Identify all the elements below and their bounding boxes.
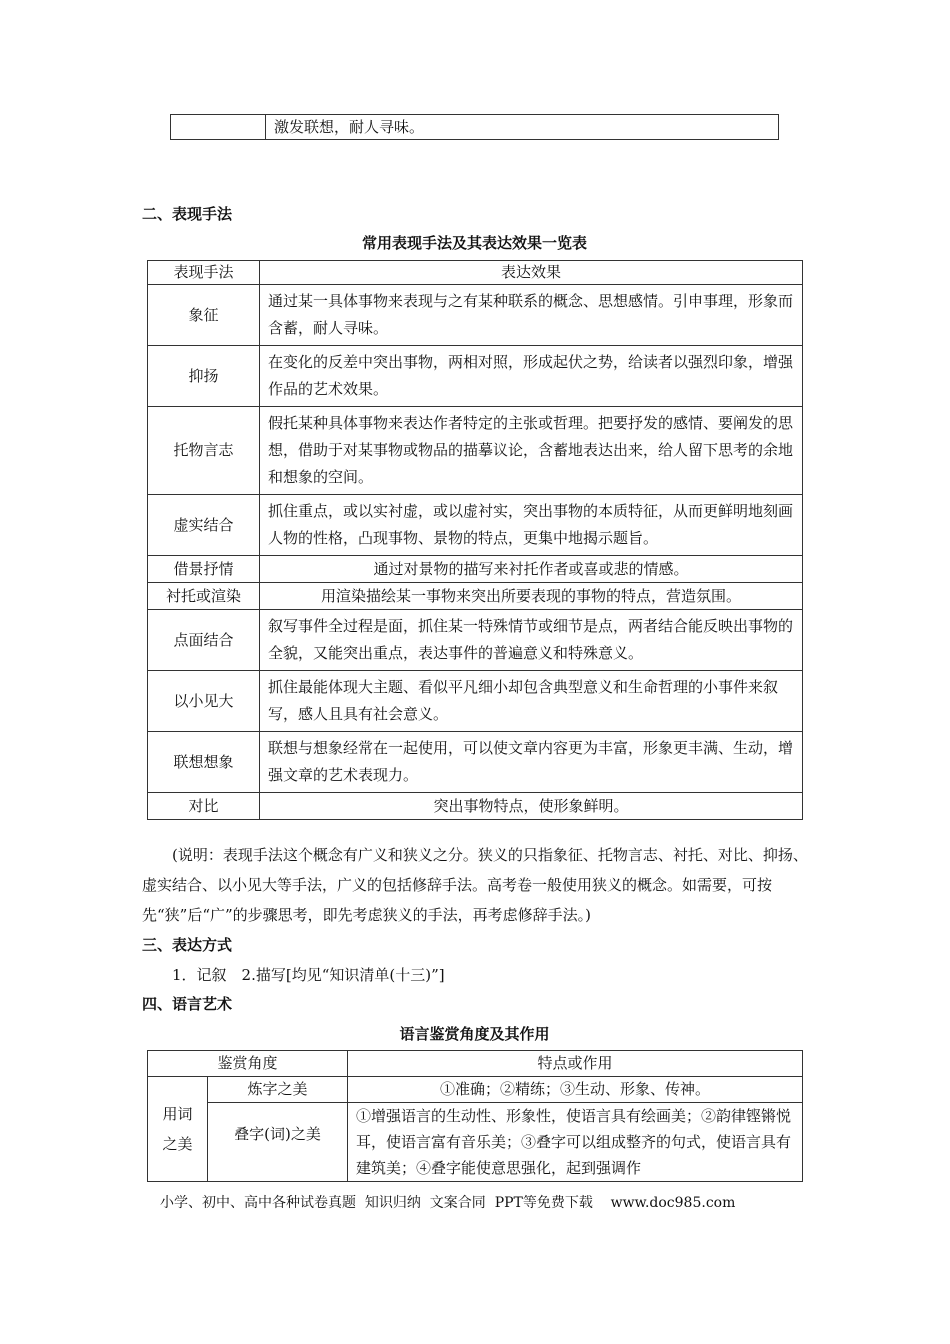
table-row: [148, 732, 803, 793]
aspect-cell: 炼字之美: [208, 1077, 348, 1103]
table-title-techniques: 常用表现手法及其表达效果一览表: [361, 234, 587, 252]
section-heading-2: 二、表现手法: [142, 205, 233, 223]
column-header: 特点或作用: [348, 1051, 803, 1077]
effect-cell: 通过某一具体事物来表现与之有某种联系的概念、思想感情。引申事理，形象而含蓄，耐人寻味。: [260, 285, 803, 346]
language-table: [147, 1050, 803, 1182]
effect-cell: ①增强语言的生动性、形象性，使语言具有绘画美；②韵律铿锵悦耳，使语言富有音乐美；③叠字可以组成整齐的句式，使语言具有建筑美；④叠字能使意思强化，起到强调作: [348, 1103, 803, 1182]
table-row: [171, 115, 779, 140]
top-table: [170, 114, 779, 140]
table-row: [148, 556, 803, 583]
expression-modes-line: 1．记叙 2.描写[均见“知识清单(十三)”]: [172, 966, 445, 984]
group-label: 用词之美: [162, 1105, 193, 1153]
group-cell: [148, 1077, 208, 1182]
table-cell: [171, 115, 266, 140]
effect-cell: 突出事物特点，使形象鲜明。: [260, 793, 803, 820]
effect-cell: 用渲染描绘某一事物来突出所要表现的事物的特点，营造氛围。: [260, 583, 803, 610]
table-row: [148, 793, 803, 820]
explanation-note: (说明：表现手法这个概念有广义和狭义之分。狭义的只指象征、托物言志、衬托、对比、抑扬、虚实结合、以小见大等手法，广义的包括修辞手法。高考卷一般使用狭义的概念。如需要，可按先“狭”后“广”的步骤思考，即先考虑狭义的手法，再考虑修辞手法。): [142, 846, 808, 924]
table-header-row: [148, 261, 803, 285]
technique-cell: 托物言志: [148, 407, 260, 495]
technique-cell: 衬托或渲染: [148, 583, 260, 610]
table-row: [148, 1077, 803, 1103]
technique-cell: 抑扬: [148, 346, 260, 407]
technique-cell: 点面结合: [148, 610, 260, 671]
technique-cell: 以小见大: [148, 671, 260, 732]
table-row: [148, 671, 803, 732]
aspect-cell: 叠字(词)之美: [208, 1103, 348, 1182]
effect-cell: ①准确；②精练；③生动、形象、传神。: [348, 1077, 803, 1103]
technique-cell: 象征: [148, 285, 260, 346]
table-row: [148, 407, 803, 495]
effect-cell: 通过对景物的描写来衬托作者或喜或悲的情感。: [260, 556, 803, 583]
table-row: [148, 583, 803, 610]
page-footer: 小学、初中、高中各种试卷真题 知识归纳 文案合同 PPT等免费下载 www.doc985.com: [160, 1195, 736, 1211]
technique-cell: 借景抒情: [148, 556, 260, 583]
column-header: 鉴赏角度: [148, 1051, 348, 1077]
table-row: [148, 346, 803, 407]
technique-cell: 虚实结合: [148, 495, 260, 556]
section-heading-3: 三、表达方式: [142, 936, 233, 954]
effect-cell: 叙写事件全过程是面，抓住某一特殊情节或细节是点，两者结合能反映出事物的全貌，又能突出重点，表达事件的普遍意义和特殊意义。: [260, 610, 803, 671]
table-title-language: 语言鉴赏角度及其作用: [399, 1025, 550, 1043]
effect-cell: 抓住最能体现大主题、看似平凡细小却包含典型意义和生命哲理的小事件来叙写，感人且具有社会意义。: [260, 671, 803, 732]
section-heading-4: 四、语言艺术: [142, 995, 233, 1013]
table-row: [148, 610, 803, 671]
table-cell: 激发联想，耐人寻味。: [266, 115, 779, 140]
column-header: 表现手法: [148, 261, 260, 285]
effect-cell: 联想与想象经常在一起使用，可以使文章内容更为丰富，形象更丰满、生动，增强文章的艺术表现力。: [260, 732, 803, 793]
technique-cell: 对比: [148, 793, 260, 820]
table-row: [148, 1103, 803, 1182]
effect-cell: 抓住重点，或以实衬虚，或以虚衬实，突出事物的本质特征，从而更鲜明地刻画人物的性格，凸现事物、景物的特点，更集中地揭示题旨。: [260, 495, 803, 556]
column-header: 表达效果: [260, 261, 803, 285]
table-row: [148, 285, 803, 346]
table-header-row: [148, 1051, 803, 1077]
effect-cell: 假托某种具体事物来表达作者特定的主张或哲理。把要抒发的感情、要阐发的思想，借助于对某事物或物品的描摹议论，含蓄地表达出来，给人留下思考的余地和想象的空间。: [260, 407, 803, 495]
techniques-table: [147, 260, 803, 820]
table-row: [148, 495, 803, 556]
technique-cell: 联想想象: [148, 732, 260, 793]
effect-cell: 在变化的反差中突出事物，两相对照，形成起伏之势，给读者以强烈印象，增强作品的艺术效果。: [260, 346, 803, 407]
